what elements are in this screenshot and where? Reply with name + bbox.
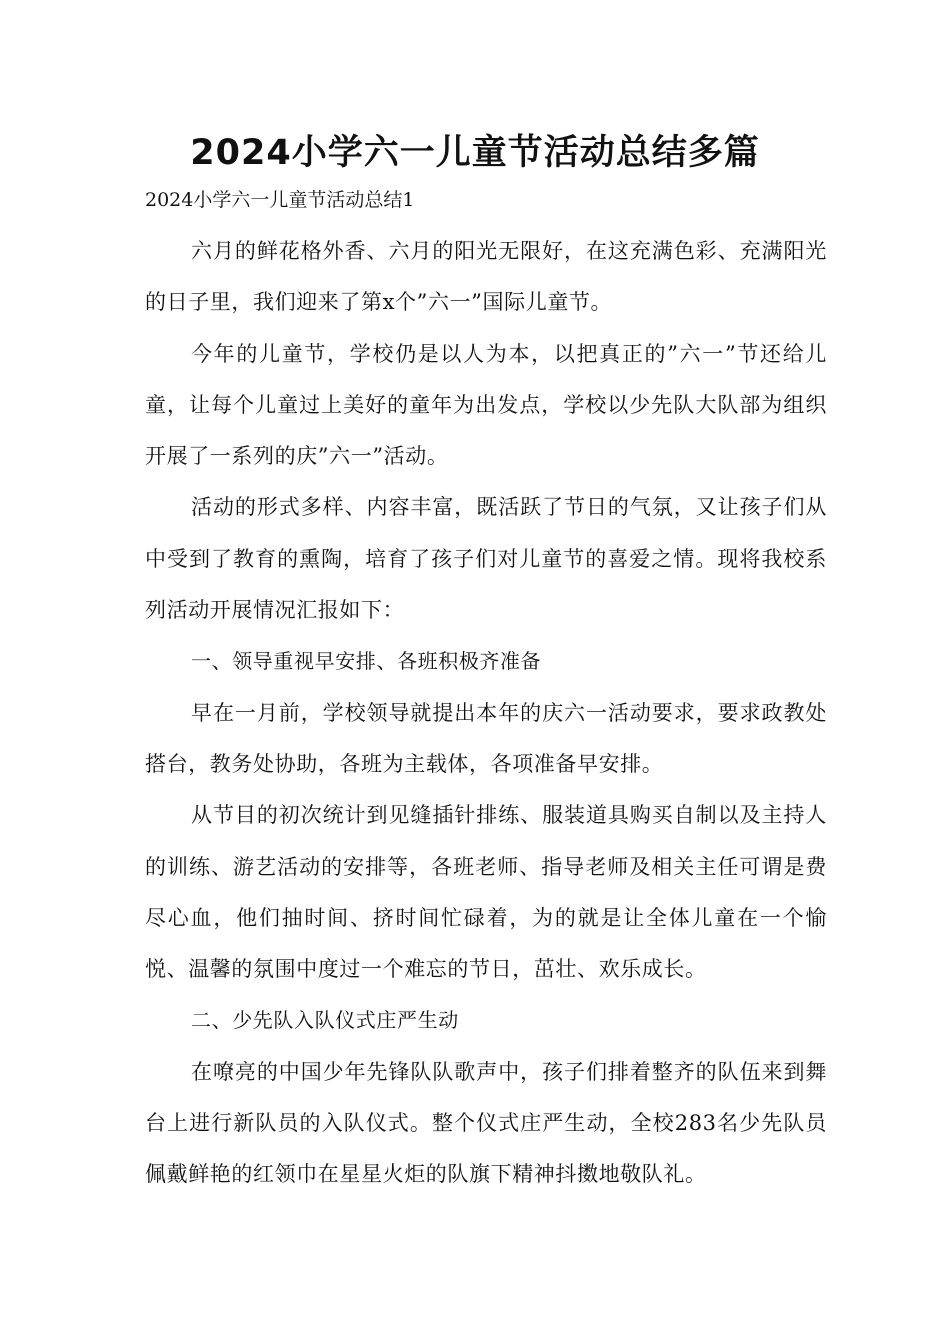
paragraph: 从节目的初次统计到见缝插针排练、服装道具购买自制以及主持人的训练、游艺活动的安排等，各班老师、指导老师及相关主任可谓是费尽心血，他们抽时间、挤时间忙碌着，为的就是让全体儿童在一个愉悦、温馨的氛围中度过一个难忘的节日，茁壮、欢乐成长。 (145, 803, 827, 982)
document-title: 2024小学六一儿童节活动总结多篇 (190, 133, 760, 173)
paragraph: 在嘹亮的中国少年先锋队队歌声中，孩子们排着整齐的队伍来到舞台上进行新队员的入队仪式。整个仪式庄严生动，全校283名少先队员佩戴鲜艳的红领巾在星星火炬的队旗下精神抖擞地敬队礼。 (145, 1059, 827, 1187)
paragraph: 六月的鲜花格外香、六月的阳光无限好，在这充满色彩、充满阳光的日子里，我们迎来了第x个”六一”国际儿童节。 (145, 239, 827, 315)
section-heading: 二、少先队入队仪式庄严生动 (191, 1008, 459, 1033)
paragraph: 早在一月前，学校领导就提出本年的庆六一活动要求，要求政教处搭台，教务处协助，各班为主载体，各项准备早安排。 (145, 700, 827, 776)
section-heading: 一、领导重视早安排、各班积极齐准备 (191, 649, 542, 674)
document-body (145, 226, 827, 1201)
section-subtitle: 2024小学六一儿童节活动总结1 (145, 189, 415, 211)
paragraph: 活动的形式多样、内容丰富，既活跃了节日的气氛，又让孩子们从中受到了教育的熏陶，培育了孩子们对儿童节的喜爱之情。现将我校系列活动开展情况汇报如下： (145, 495, 827, 623)
paragraph: 今年的儿童节，学校仍是以人为本，以把真正的”六一”节还给儿童，让每个儿童过上美好的童年为出发点，学校以少先队大队部为组织开展了一系列的庆”六一”活动。 (145, 341, 827, 469)
